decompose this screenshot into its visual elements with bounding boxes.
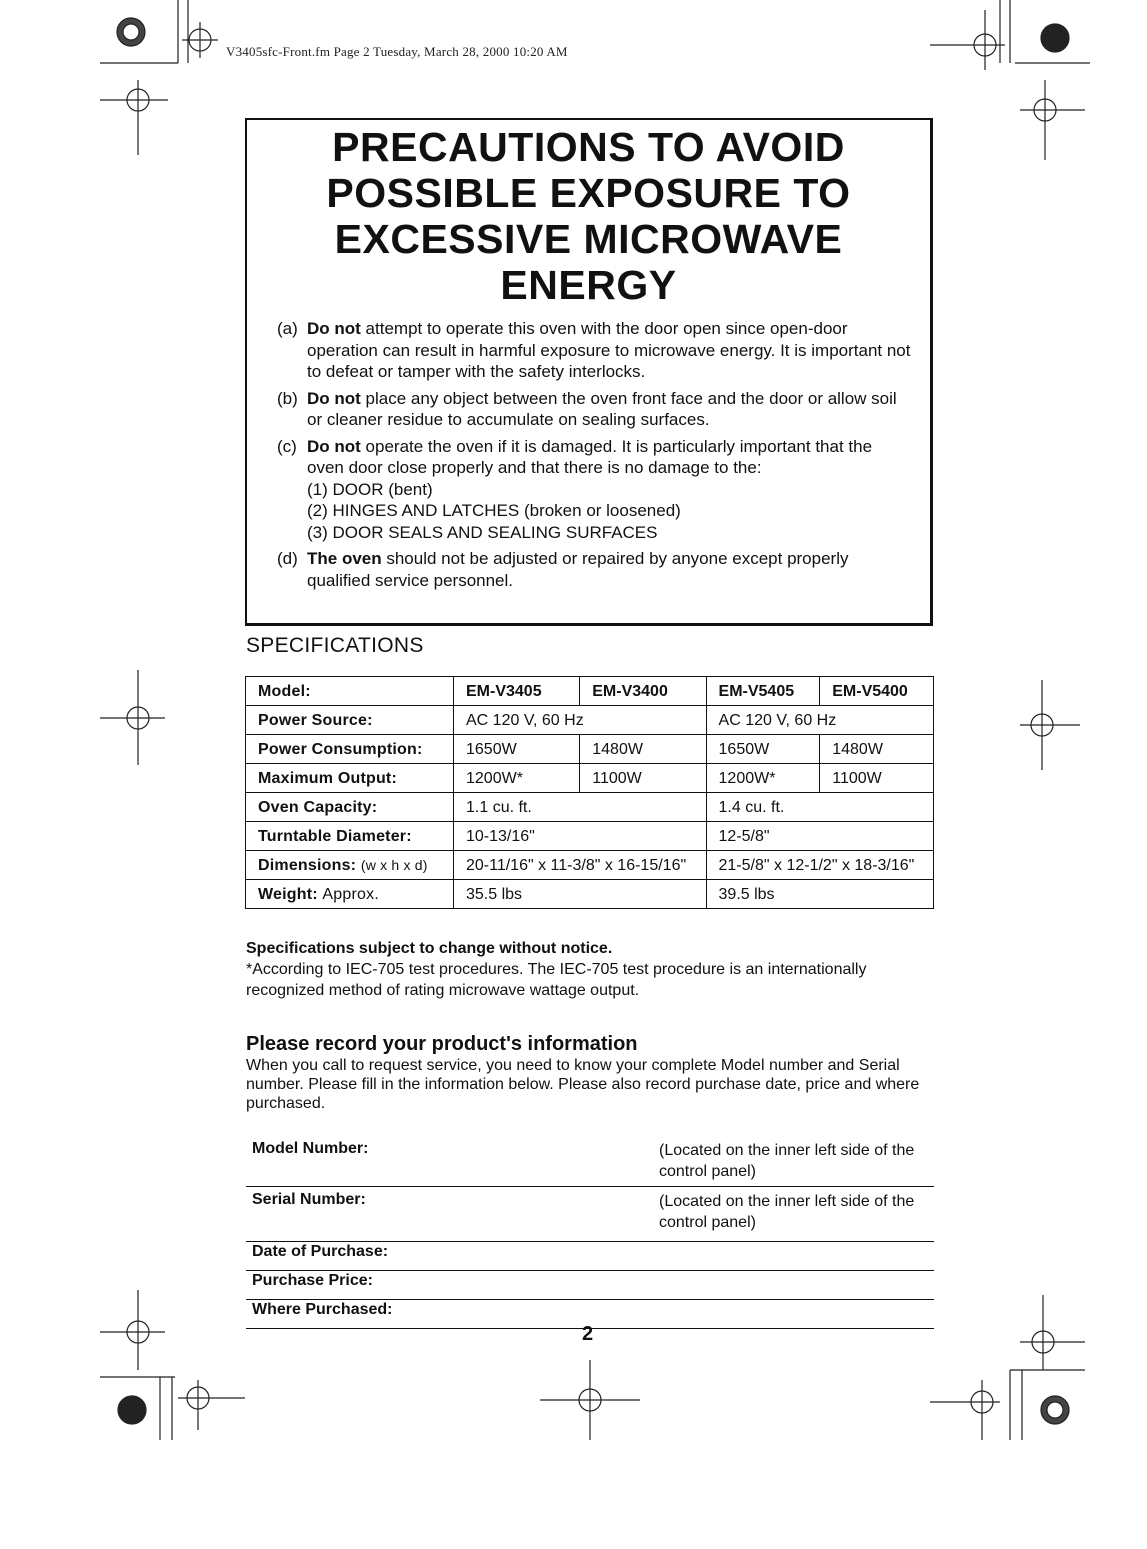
table-row [246, 793, 934, 822]
cell: EM-V5405 [706, 677, 820, 706]
sub-item: (2) HINGES AND LATCHES (broken or loosened) [307, 501, 681, 520]
cell: 1480W [820, 735, 934, 764]
precautions-list [277, 318, 912, 596]
table-row [246, 735, 934, 764]
title-line: PRECAUTIONS TO AVOID [332, 124, 845, 170]
cell: 1480W [580, 735, 706, 764]
cell: AC 120 V, 60 Hz [454, 706, 707, 735]
record-label: Where Purchased: [252, 1301, 393, 1318]
record-row-date-of-purchase[interactable] [246, 1243, 934, 1271]
row-label-sub: (w x h x d) [360, 856, 428, 873]
cell: 1.1 cu. ft. [454, 793, 707, 822]
cell: 1200W* [454, 764, 580, 793]
record-label: Serial Number: [252, 1191, 366, 1208]
item-text: attempt to operate this oven with the door open since open-door operation can result in harmful exposure to microwave energy. It is important not to defeat or tamper with the safety interlocks. [307, 319, 911, 381]
row-label-sub: Approx. [322, 885, 379, 903]
cell: 21-5/8" x 12-1/2" x 18-3/16" [706, 851, 933, 880]
table-row [246, 880, 934, 909]
specifications-heading: SPECIFICATIONS [246, 634, 424, 657]
row-label: Oven Capacity: [246, 793, 454, 822]
item-text: place any object between the oven front face and the door or allow soil or cleaner residue to accumulate on sealing surfaces. [307, 388, 897, 429]
item-bold: Do not [307, 319, 361, 338]
row-label: Turntable Diameter: [246, 822, 454, 851]
record-row-model-number[interactable] [246, 1138, 934, 1187]
specifications-table [245, 676, 934, 909]
precaution-item [277, 388, 912, 431]
row-label-main: Dimensions: [258, 856, 357, 874]
cell: EM-V3400 [580, 677, 706, 706]
table-row [246, 706, 934, 735]
file-header: V3405sfc-Front.fm Page 2 Tuesday, March 28, 2000 10:20 AM [226, 44, 568, 59]
item-bold: Do not [307, 388, 361, 408]
row-label [246, 851, 454, 880]
note-bold: Specifications subject to change without notice. [246, 940, 613, 957]
specifications-note [246, 938, 936, 1001]
cell: AC 120 V, 60 Hz [706, 706, 933, 735]
item-bold: The oven [307, 549, 382, 568]
record-row-purchase-price[interactable] [246, 1272, 934, 1300]
precaution-item [277, 318, 912, 383]
cell: 10-13/16" [454, 822, 707, 851]
precautions-title [247, 124, 930, 308]
item-label: (b) [277, 388, 298, 408]
record-label: Model Number: [252, 1140, 369, 1157]
cell: 1200W* [706, 764, 820, 793]
record-row-serial-number[interactable] [246, 1189, 934, 1242]
precaution-item [277, 436, 912, 544]
item-label: (d) [277, 549, 298, 568]
title-line: ENERGY [500, 262, 677, 308]
cell: 12-5/8" [706, 822, 933, 851]
table-row [246, 677, 934, 706]
note-text: *According to IEC-705 test procedures. The IEC-705 test procedure is an internationally recognized method of rating microwave wattage output. [246, 961, 867, 999]
table-row [246, 851, 934, 880]
cell: 1650W [706, 735, 820, 764]
precaution-item [277, 548, 912, 591]
page-number: 2 [582, 1323, 594, 1345]
cell: EM-V5400 [820, 677, 934, 706]
cell: 20-11/16" x 11-3/8" x 16-15/16" [454, 851, 707, 880]
title-line: POSSIBLE EXPOSURE TO [326, 170, 851, 216]
row-label [246, 880, 454, 909]
row-label: Power Source: [246, 706, 454, 735]
cell: EM-V3405 [454, 677, 580, 706]
table-row [246, 822, 934, 851]
record-description: When you call to request service, you need to know your complete Model number and Serial number. Please fill in the information below. Please also record purchase date, price and where purchased. [246, 1057, 920, 1112]
record-label: Date of Purchase: [252, 1243, 389, 1260]
precautions-box [245, 118, 933, 626]
sub-item: (1) DOOR (bent) [307, 479, 433, 499]
cell: 35.5 lbs [454, 880, 707, 909]
title-line: EXCESSIVE MICROWAVE [334, 216, 843, 262]
item-bold: Do not [307, 436, 361, 456]
row-label: Model: [246, 677, 454, 706]
record-note: (Located on the inner left side of the control panel) [659, 1193, 915, 1231]
cell: 1650W [454, 735, 580, 764]
row-label: Maximum Output: [246, 764, 454, 793]
cell: 39.5 lbs [706, 880, 933, 909]
cell: 1100W [820, 764, 934, 793]
record-title: Please record your product's information [246, 1033, 638, 1055]
cell: 1.4 cu. ft. [706, 793, 933, 822]
cell: 1100W [580, 764, 706, 793]
sub-item: (3) DOOR SEALS AND SEALING SURFACES [307, 522, 658, 542]
item-text: should not be adjusted or repaired by anyone except properly qualified service personnel. [307, 549, 849, 590]
item-label: (c) [277, 436, 297, 456]
row-label-main: Weight: [258, 885, 318, 903]
row-label: Power Consumption: [246, 735, 454, 764]
item-label: (a) [277, 319, 298, 338]
record-note: (Located on the inner left side of the control panel) [659, 1142, 915, 1180]
item-text: operate the oven if it is damaged. It is particularly important that the oven door close properly and that there is no damage to the: [307, 436, 873, 477]
record-label: Purchase Price: [252, 1272, 373, 1289]
table-row [246, 764, 934, 793]
